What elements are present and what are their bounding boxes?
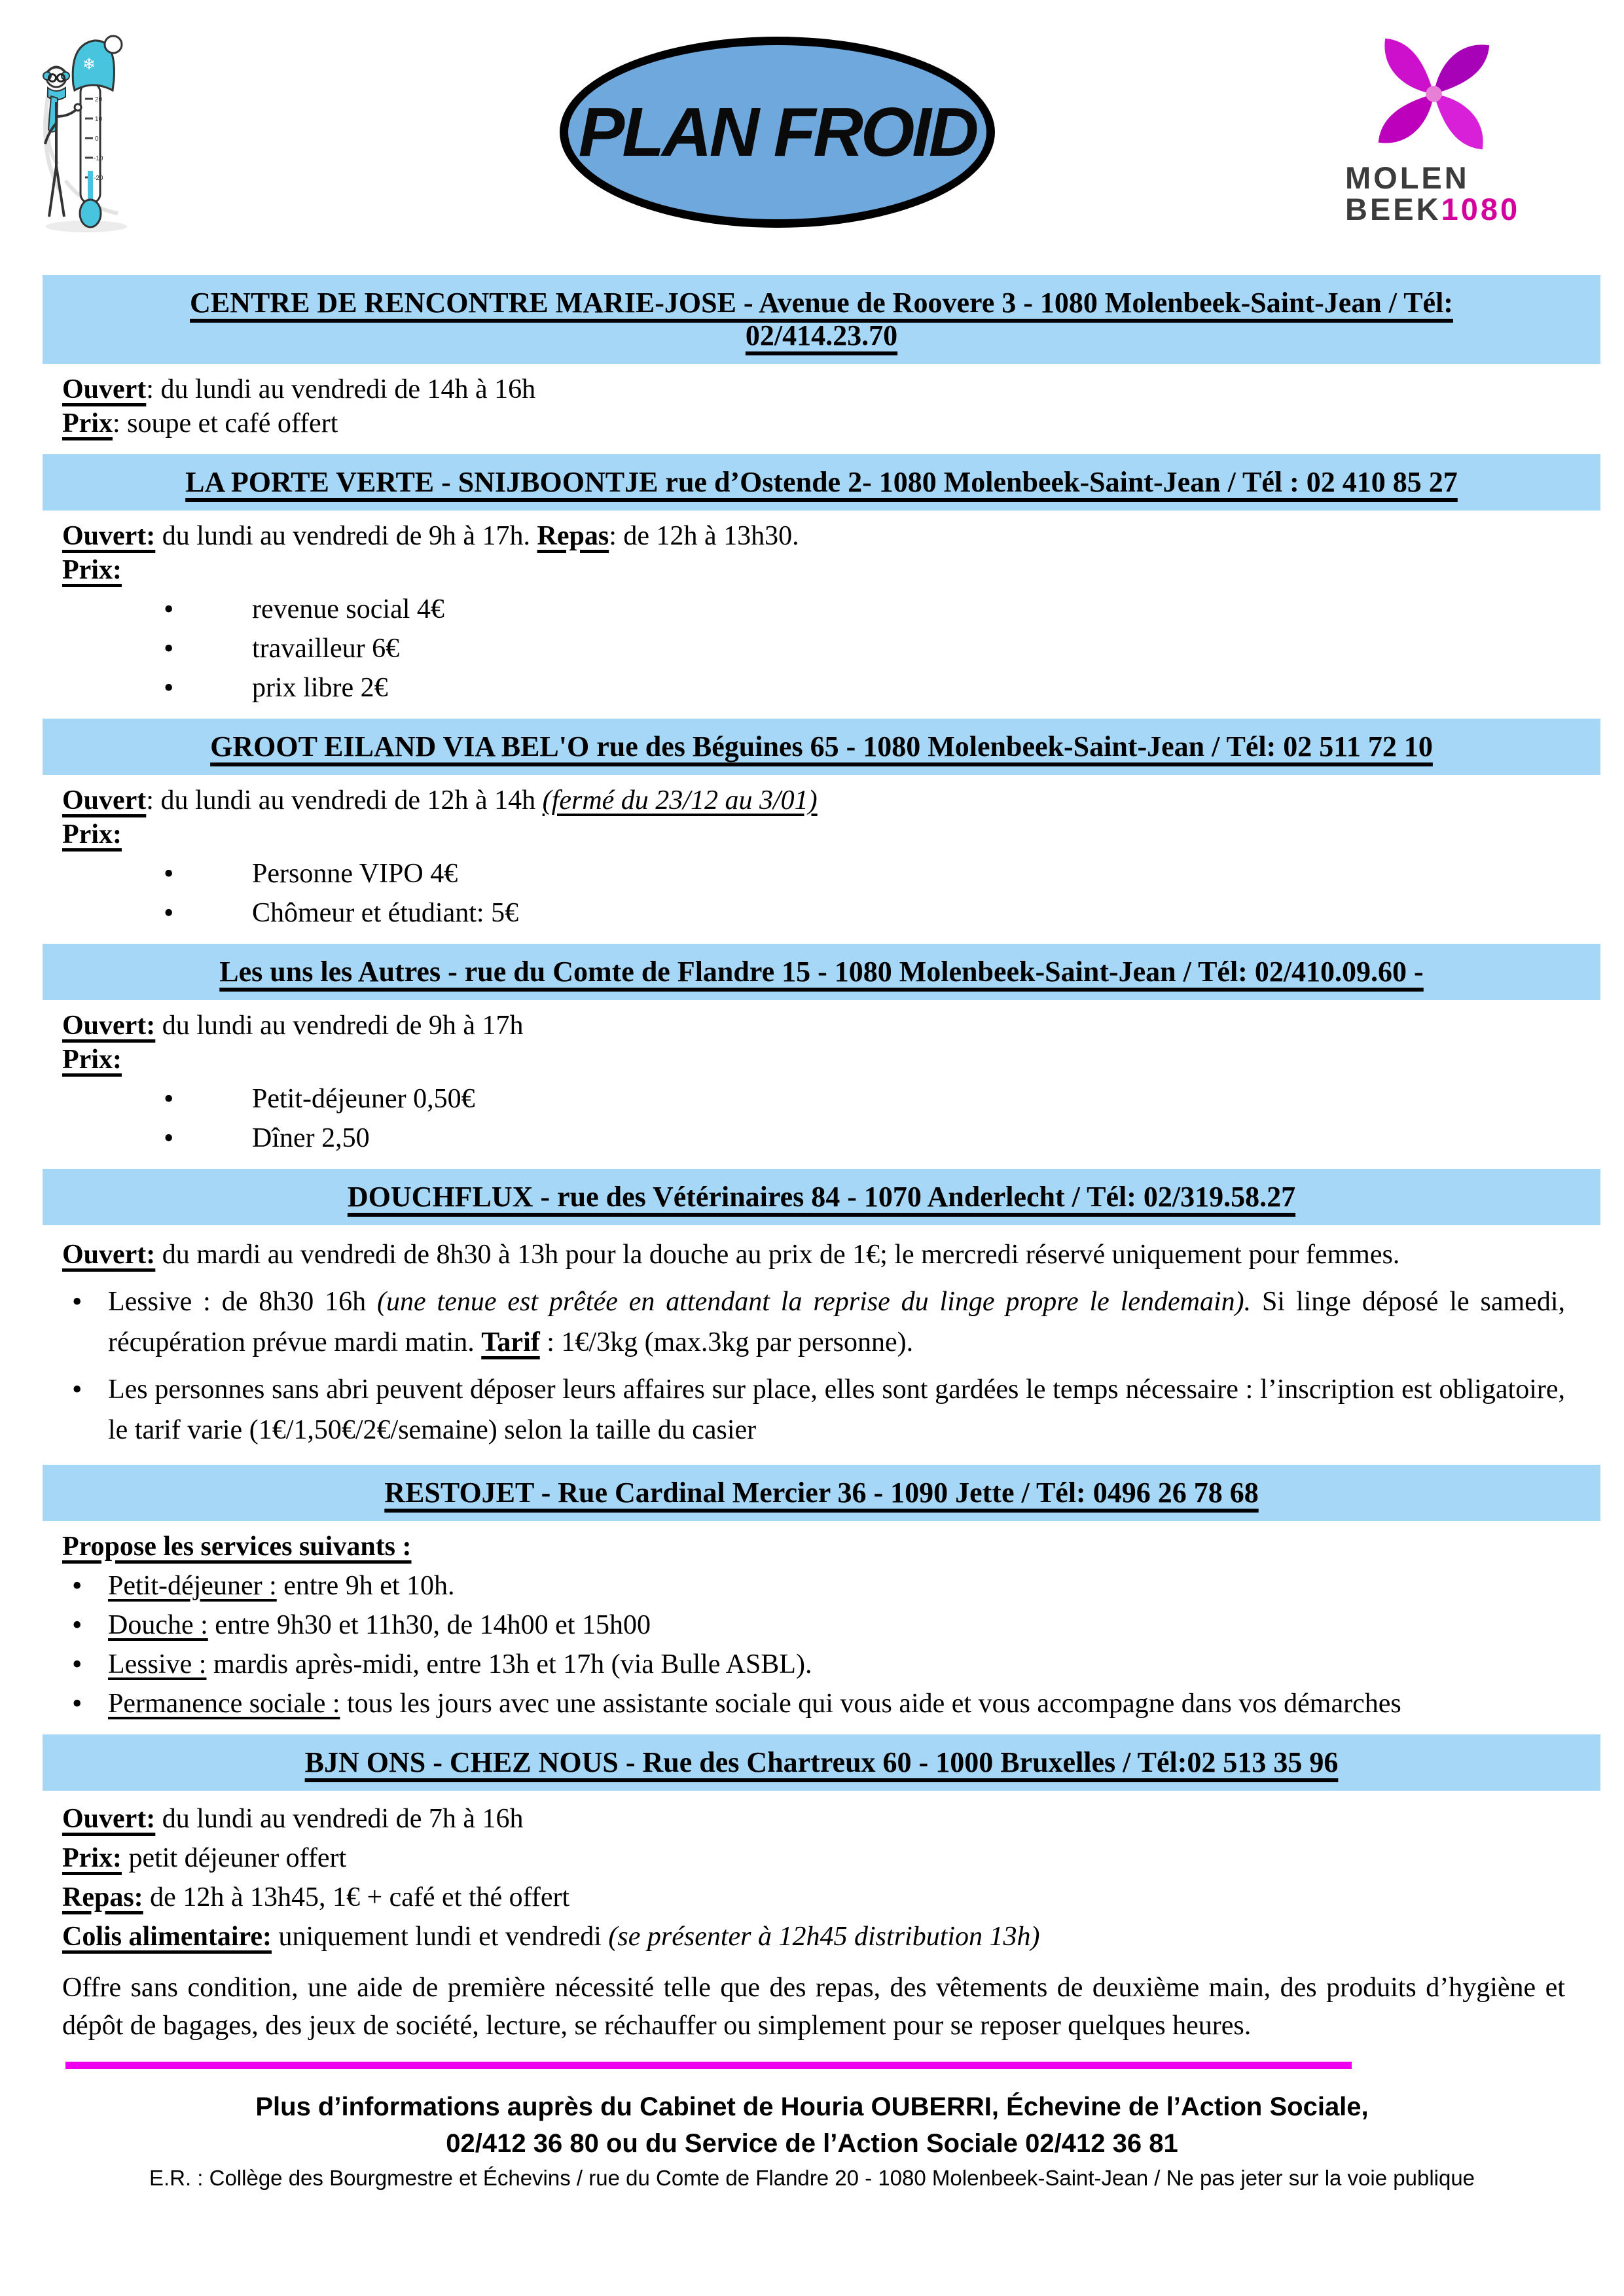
section-header-bar	[43, 275, 1600, 364]
plan-froid-badge	[560, 37, 995, 228]
logo-wordmark	[1345, 162, 1561, 225]
section-title: RESTOJET - Rue Cardinal Mercier 36 - 1090 Jette / Tél: 0496 26 78 68	[384, 1477, 1259, 1509]
bullet-icon: •	[72, 1648, 82, 1680]
thermometer-cartoon-icon	[39, 17, 134, 236]
list-item: • Les personnes sans abri peuvent déposer leurs affaires sur place, elles sont gardées le temps nécessaire : l’inscription est obligatoire, le tarif varie (1€/1,50€/2€/semaine) selon la taille du casier	[62, 1369, 1565, 1450]
section-title: CENTRE DE RENCONTRE MARIE-JOSE - Avenue de Roovere 3 - 1080 Molenbeek-Saint-Jean / Tél: 02/414.23.70	[190, 287, 1453, 351]
list-item: • Petit-déjeuner : entre 9h et 10h.	[72, 1570, 455, 1602]
section-bjn-ons-chez-nous	[0, 1734, 1624, 2045]
info-line-ouvert: Ouvert: du lundi au vendredi de 14h à 16h	[62, 374, 536, 404]
bullet-icon: •	[164, 1122, 174, 1154]
section-title: DOUCHFLUX - rue des Vétérinaires 84 - 1070 Anderlecht / Tél: 02/319.58.27	[347, 1181, 1296, 1213]
svg-text:10: 10	[95, 116, 103, 123]
list-item: • prix libre 2€	[164, 672, 388, 704]
bullet-icon: •	[72, 1285, 82, 1318]
bullet-icon: •	[72, 1570, 82, 1602]
section-title: Les uns les Autres - rue du Comte de Flandre 15 - 1080 Molenbeek-Saint-Jean / Tél: 02/410.09.60 -	[219, 956, 1424, 988]
footer-contact-line1: Plus d’informations auprès du Cabinet de Houria OUBERRI, Échevine de l’Action Sociale,	[255, 2092, 1369, 2121]
list-item: • Permanence sociale : tous les jours avec une assistante sociale qui vous aide et vous accompagne dans vos démarches	[72, 1687, 1401, 1719]
logo-word-1080: 1080	[1441, 191, 1521, 226]
footer-contact-line2: 02/412 36 80 ou du Service de l’Action Sociale 02/412 36 81	[446, 2129, 1178, 2158]
section-title: LA PORTE VERTE - SNIJBOONTJE rue d’Ostende 2- 1080 Molenbeek-Saint-Jean / Tél : 02 410 85 27	[185, 466, 1458, 498]
bullet-icon: •	[164, 672, 174, 704]
info-line-prix: Prix: petit déjeuner offert	[62, 1843, 347, 1873]
section-header-bar	[43, 1465, 1600, 1521]
info-line-ouvert: Ouvert: du lundi au vendredi de 7h à 16h	[62, 1804, 524, 1834]
list-item: • Petit-déjeuner 0,50€	[164, 1083, 475, 1115]
section-marie-jose	[0, 275, 1624, 440]
list-item: • Lessive : mardis après-midi, entre 13h et 17h (via Bulle ASBL).	[72, 1648, 812, 1680]
winter-figure-illustration	[39, 17, 134, 236]
section-title: GROOT EILAND VIA BEL'O rue des Béguines 65 - 1080 Molenbeek-Saint-Jean / Tél: 02 511 72 10	[210, 730, 1433, 762]
footer-legal-line: E.R. : Collège des Bourgmestre et Échevins / rue du Comte de Flandre 20 - 1080 Molenbeek-Saint-Jean / Ne pas jeter sur la voie publique	[149, 2166, 1475, 2190]
bullet-icon: •	[164, 1083, 174, 1115]
info-line-prix: Prix:	[62, 1045, 122, 1075]
section-body	[62, 1009, 1565, 1155]
info-line-colis: Colis alimentaire: uniquement lundi et vendredi (se présenter à 12h45 distribution 13h)	[62, 1922, 1040, 1952]
section-restojet	[0, 1465, 1624, 1720]
bullet-icon: •	[164, 857, 174, 889]
info-line-prix: Prix:	[62, 555, 122, 585]
magenta-divider	[65, 2062, 1352, 2069]
bullet-icon: •	[72, 1687, 82, 1719]
section-douchflux	[0, 1169, 1624, 1450]
section-header-bar	[43, 1169, 1600, 1225]
section-porte-verte	[0, 454, 1624, 704]
closure-note: (fermé du 23/12 au 3/01)	[542, 785, 818, 816]
info-line-prix: Prix:	[62, 819, 122, 850]
list-item: • Chômeur et étudiant: 5€	[164, 897, 519, 929]
section-header-bar	[43, 454, 1600, 511]
info-line-prix: Prix: soupe et café offert	[62, 408, 338, 439]
italic-note: (une tenue est prêtée en attendant la reprise du linge propre le lendemain).	[377, 1287, 1252, 1317]
pinwheel-icon	[1363, 22, 1504, 161]
section-header-bar	[43, 944, 1600, 1000]
info-line-ouvert: Ouvert: du lundi au vendredi de 9h à 17h	[62, 1011, 524, 1041]
footer	[0, 2089, 1624, 2193]
section-body	[62, 1530, 1565, 1720]
plan-froid-title: PLAN FROID	[578, 93, 977, 171]
logo-word-molen: MOLEN	[1345, 160, 1470, 195]
section-title: BJN ONS - CHEZ NOUS - Rue des Chartreux 60 - 1000 Bruxelles / Tél:02 513 35 96	[304, 1746, 1339, 1778]
section-body	[62, 520, 1565, 704]
section-header-bar	[43, 1734, 1600, 1791]
banner	[0, 0, 1624, 260]
section-body	[62, 1234, 1565, 1450]
section-les-uns-les-autres	[0, 944, 1624, 1155]
bullet-icon: •	[72, 1373, 82, 1405]
section-paragraph: Offre sans condition, une aide de première nécessité telle que des repas, des vêtements de deuxième main, des produits d’hygiène et dépôt de bagages, des jeux de société, lecture, se réchauffer ou simplement pour se reposer quelques heures.	[62, 1973, 1565, 2041]
info-line-ouvert: Ouvert: du mardi au vendredi de 8h30 à 13h pour la douche au prix de 1€; le mercredi réservé uniquement pour femmes.	[62, 1240, 1400, 1270]
list-item: • Lessive : de 8h30 16h (une tenue est prêtée en attendant la reprise du linge propre le lendemain). Si linge déposé le samedi, récupération prévue mardi matin. Tarif : 1€/3kg (max.3kg par personne).	[62, 1282, 1565, 1363]
bullet-icon: •	[164, 593, 174, 625]
svg-text:0: 0	[95, 135, 99, 143]
section-body	[62, 373, 1565, 440]
list-item: • Douche : entre 9h30 et 11h30, de 14h00 et 15h00	[72, 1609, 651, 1641]
italic-note: (se présenter à 12h45 distribution 13h)	[608, 1922, 1040, 1952]
bullet-icon: •	[164, 632, 174, 664]
svg-text:-20: -20	[94, 175, 103, 182]
section-groot-eiland	[0, 719, 1624, 929]
list-item: • Personne VIPO 4€	[164, 857, 458, 889]
svg-text:-10: -10	[94, 155, 103, 162]
molenbeek-logo	[1345, 22, 1561, 225]
info-line-repas: Repas: de 12h à 13h45, 1€ + café et thé offert	[62, 1882, 570, 1912]
info-line-ouvert: Ouvert: du lundi au vendredi de 12h à 14h (fermé du 23/12 au 3/01)	[62, 785, 818, 816]
section-header-bar	[43, 719, 1600, 775]
svg-text:20: 20	[95, 96, 103, 103]
section-body	[62, 784, 1565, 929]
info-line-ouvert: Ouvert: du lundi au vendredi de 9h à 17h. Repas: de 12h à 13h30.	[62, 521, 799, 551]
bullet-icon: •	[72, 1609, 82, 1641]
section-body	[62, 1800, 1565, 2045]
services-intro: Propose les services suivants :	[62, 1532, 412, 1562]
list-item: • revenue social 4€	[164, 593, 444, 625]
svg-text:❄: ❄	[82, 56, 96, 73]
list-item: • Dîner 2,50	[164, 1122, 370, 1154]
logo-word-beek: BEEK	[1345, 191, 1441, 226]
bullet-icon: •	[164, 897, 174, 929]
list-item: • travailleur 6€	[164, 632, 400, 664]
